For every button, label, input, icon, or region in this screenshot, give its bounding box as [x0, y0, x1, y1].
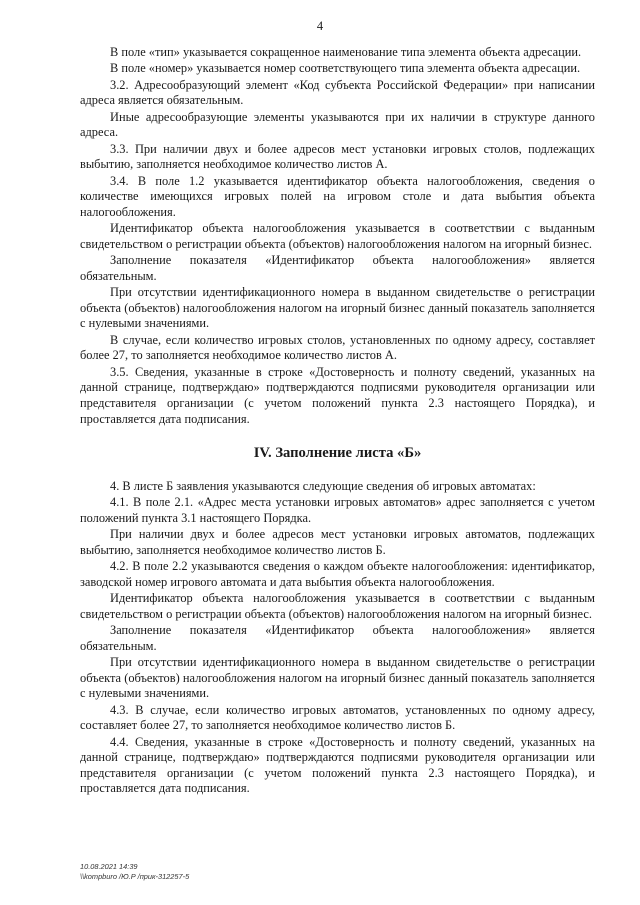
page-number: 4 [316, 19, 324, 33]
footer-timestamp: 10.08.2021 14:39 [80, 862, 138, 871]
paragraph: 3.4. В поле 1.2 указывается идентификатор объекта налогообложения, сведения о количестве имеющихся игровых полей на игровом столе и дата выбытия объекта налогообложения. [80, 173, 595, 219]
paragraph: При наличии двух и более адресов мест установки игровых автоматов, подлежащих выбытию, заполняется необходимое количество листов Б. [80, 527, 595, 557]
paragraph: Заполнение показателя «Идентификатор объекта налогообложения» является обязательным. [80, 623, 595, 653]
paragraph: 4.4. Сведения, указанные в строке «Достоверность и полноту сведений, указанных на данной странице, подтверждаю» подтверждаются подписями руководителя организации или представителя организации (с учетом положений пункта 2.3 настоящего Порядка), и проставляется дата подписания. [80, 734, 595, 796]
paragraph: В поле «номер» указывается номер соответствующего типа элемента объекта адресации. [110, 61, 581, 76]
footer-file-path: \\kompburo /Ю.Р /прик-312257-5 [80, 872, 190, 881]
paragraph: При отсутствии идентификационного номера в выданном свидетельстве о регистрации объекта (объектов) налогообложения налогом на игорный бизнес данный показатель заполняется с нулевыми значениями. [80, 655, 595, 701]
paragraph: 4.2. В поле 2.2 указываются сведения о каждом объекте налогообложения: идентификатор, заводской номер игрового автомата и дата выбытия объекта налогообложения. [80, 559, 595, 589]
paragraph: Заполнение показателя «Идентификатор объекта налогообложения» является обязательным. [80, 253, 595, 283]
paragraph: В поле «тип» указывается сокращенное наименование типа элемента объекта адресации. [110, 45, 582, 59]
paragraph: В случае, если количество игровых столов, установленных по одному адресу, составляет более 27, то заполняется необходимое количество листов А. [80, 332, 595, 363]
section-heading: IV. Заполнение листа «Б» [253, 445, 422, 462]
paragraph: 3.5. Сведения, указанные в строке «Достоверность и полноту сведений, указанных на данной странице, подтверждаю» подтверждаются подписями руководителя организации или представителя организации (с учетом положений пункта 2.3 настоящего Порядка), и проставляется дата подписания. [80, 364, 595, 426]
paragraph: Идентификатор объекта налогообложения указывается в соответствии с выданным свидетельством о регистрации объекта (объектов) налогообложения налогом на игорный бизнес. [80, 591, 595, 621]
paragraph: При отсутствии идентификационного номера в выданном свидетельстве о регистрации объекта (объектов) налогообложения налогом на игорный бизнес данный показатель заполняется с нулевыми значениями. [80, 285, 595, 331]
paragraph: 3.3. При наличии двух и более адресов мест установки игровых столов, подлежащих выбытию, заполняется необходимое количество листов А. [80, 141, 595, 172]
paragraph: Иные адресообразующие элементы указываются при их наличии в структуре данного адреса. [80, 109, 595, 140]
document-body [80, 45, 595, 798]
paragraph: Идентификатор объекта налогообложения указывается в соответствии с выданным свидетельством о регистрации объекта (объектов) налогообложения налогом на игорный бизнес. [80, 221, 595, 251]
paragraph: 3.2. Адресообразующий элемент «Код субъекта Российской Федерации» при написании адреса является обязательным. [80, 77, 595, 108]
footer [80, 862, 189, 882]
paragraph: 4.1. В поле 2.1. «Адрес места установки игровых автоматов» адрес заполняется с учетом положений пункта 3.1 настоящего Порядка. [80, 495, 595, 525]
paragraph: 4. В листе Б заявления указываются следующие сведения об игровых автоматах: [110, 478, 536, 493]
paragraph: 4.3. В случае, если количество игровых автоматов, установленных по одному адресу, составляет более 27, то заполняется необходимое количество листов Б. [80, 702, 595, 733]
